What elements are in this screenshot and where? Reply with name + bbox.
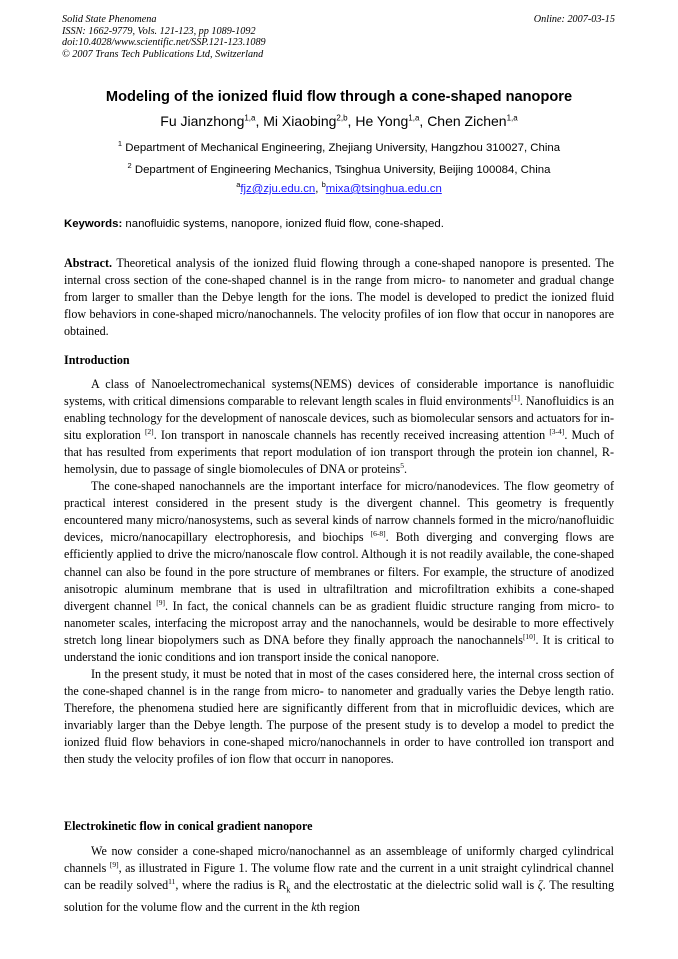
text-run: . Nanofluidics is an enabling technology for the development of nanoscale devices, such as biomolecular sensors and actuators for in-situ exploration: [64, 394, 614, 443]
zeta-symbol: ζ: [537, 878, 543, 893]
author-name: Fu Jianzhong: [160, 113, 245, 129]
journal-name: Solid State Phenomena: [62, 14, 157, 25]
affiliation-mark: 1: [117, 139, 123, 148]
citation: 11: [168, 877, 176, 887]
email-link[interactable]: mixa@tsinghua.edu.cn: [325, 182, 442, 195]
text-run: . Ion transport in nanoscale channels has recently received increasing attention: [153, 428, 550, 443]
author-affil-mark: 1,a: [244, 113, 256, 123]
email-link[interactable]: fjz@zju.edu.cn: [240, 182, 316, 195]
journal-header: [62, 14, 266, 60]
abstract-label: Abstract.: [64, 256, 113, 270]
text-run: , where the radius is R: [175, 878, 287, 893]
text-run: . Much of that has resulted from experiments that report modulation of ion transport through the protein ion channel, R-hemolysin, due to passage of single biomolecules of DNA or proteins: [64, 428, 614, 477]
text-run: The cone-shaped nanochannels are the important interface for micro/nanodevices. The flow geometry of practical interest considered in the present study is the divergent channel. This geometry is frequently encountered many micro/nanosystems, such as several kinds of narrow channels formed in the micro/nanofluidic devices, micro/nanocapillary electrophoresis, and biochips: [64, 479, 614, 545]
journal-copyright: © 2007 Trans Tech Publications Ltd, Switzerland: [62, 48, 264, 60]
citation: [10]: [522, 631, 536, 641]
author-affil-mark: 2,b: [336, 113, 348, 123]
text-run: and the electrostatic at the dielectric solid wall is: [290, 878, 538, 893]
paragraph: [64, 843, 614, 916]
paragraph: [64, 376, 614, 478]
citation: [3-4]: [549, 427, 565, 437]
citation: [2]: [144, 427, 154, 437]
author-affil-mark: 1,a: [408, 113, 420, 123]
affiliation-2: [0, 161, 678, 176]
email-mark: b: [321, 180, 326, 189]
text-run: . It is critical to understand the ionic conditions and ion transport inside the conical nanopore.: [64, 632, 614, 664]
author-name: Mi Xiaobing: [263, 113, 337, 129]
citation: [6-8]: [370, 529, 386, 539]
affiliation-1: [0, 139, 678, 154]
keywords-line: [64, 218, 444, 230]
author-name: Chen Zichen: [427, 113, 507, 129]
subscript: k: [286, 885, 291, 895]
text-run: th region: [316, 899, 360, 914]
section2-body: [64, 843, 614, 916]
abstract-block: [64, 255, 614, 340]
author-separator: ,: [347, 113, 352, 129]
italic-k: k: [311, 899, 317, 914]
paper-title: Modeling of the ionized fluid flow through a cone-shaped nanopore: [105, 89, 573, 105]
keywords-label: Keywords:: [64, 218, 123, 230]
citation: 5: [400, 461, 404, 471]
journal-doi: doi:10.4028/www.scientific.net/SSP.121-123.1089: [62, 37, 266, 49]
abstract-paragraph: [64, 255, 614, 340]
paragraph: In the present study, it must be noted that in most of the cases considered here, the internal cross section of the cone-shaped channel is in the range from micro- to nanometer and gradually varies the Debye length ratio. Therefore, the phenomena studied here are significantly different from that in microfluidic devices, which are invariably larger than the Debye length. The purpose of the present study is to develop a model to predict the ionized fluid flow behaviors in cone-shaped micro/nanochannels in order to have controlled ion transport and then study the velocity profiles of ion flow that occurr in nanopores.: [64, 666, 614, 767]
section-heading-electrokinetic: Electrokinetic flow in conical gradient nanopore: [64, 819, 313, 833]
citation: [9]: [156, 597, 165, 607]
affiliation-mark: 2: [127, 161, 132, 170]
email-separator: ,: [315, 182, 322, 195]
abstract-text: Theoretical analysis of the ionized fluid flowing through a cone-shaped nanopore is presented. The internal cross section of the cone-shaped channel is in the range from micro- to nanometer and gradual change from larger to smaller than the Debye length for the ions. The model is developed to predict the ionized fluid flow behaviors in cone-shaped micro/nanochannels. The velocity profiles of ion flow that occur in nanopores are obtained.: [64, 256, 615, 339]
author-separator: ,: [419, 113, 424, 129]
text-run: A class of Nanoelectromechanical systems(NEMS) devices of considerable importance is nanofluidic systems, with critical dimensions comparable to relevant length scales in fluid environments: [64, 377, 614, 409]
author-list: [0, 113, 678, 129]
email-line: [0, 180, 678, 195]
affiliation-text: Department of Engineering Mechanics, Tsinghua University, Beijing 100084, China: [134, 163, 551, 176]
email-mark: a: [236, 180, 241, 189]
affiliation-text: Department of Mechanical Engineering, Zhejiang University, Hangzhou 310027, China: [125, 141, 561, 154]
introduction-body: [64, 376, 614, 768]
online-date: Online: 2007-03-15: [533, 14, 615, 25]
text-run: , as illustrated in Figure 1. The volume flow rate and the current in a unit straight cylindrical channel can be readily solved: [64, 861, 614, 893]
author-affil-mark: 1,a: [506, 113, 518, 123]
keywords-text: nanofluidic systems, nanopore, ionized fluid flow, cone-shaped.: [125, 218, 444, 230]
author-name: He Yong: [355, 113, 409, 129]
author-separator: ,: [255, 113, 260, 129]
text-run: We now consider a cone-shaped micro/nanochannel as an assembleage of uniformly charged cylindrical channels: [64, 844, 614, 876]
section-heading-introduction: Introduction: [64, 353, 130, 367]
journal-issn: ISSN: 1662-9779, Vols. 121-123, pp 1089-1092: [62, 25, 256, 37]
text-run: . The resulting solution for the volume flow and the current in the: [64, 878, 614, 914]
citation: [9]: [109, 860, 119, 870]
text-run: . Both diverging and converging flows are efficiently applied to drive the micro/nanoscale flow control. Although it is not readily available, the cone-shaped channel can also be found in the pore structure of membranes or filters. For example, the structure of anodized anisotropic aluminum membrane that is used in ultrafiltration and microfiltration exhibits a cone-shaped divergent channel: [64, 530, 614, 613]
text-run: . In fact, the conical channels can be as gradient fluidic structure ranging from micro- to nanometer scales, interfacing the micropost array and the nanochannels, would be desirable to more effectively stretch long linear biopolymers such as DNA before they finally approach the nanochannels: [64, 598, 615, 647]
text-run: .: [403, 462, 407, 477]
citation: [1]: [511, 393, 520, 403]
paragraph: [64, 478, 614, 666]
